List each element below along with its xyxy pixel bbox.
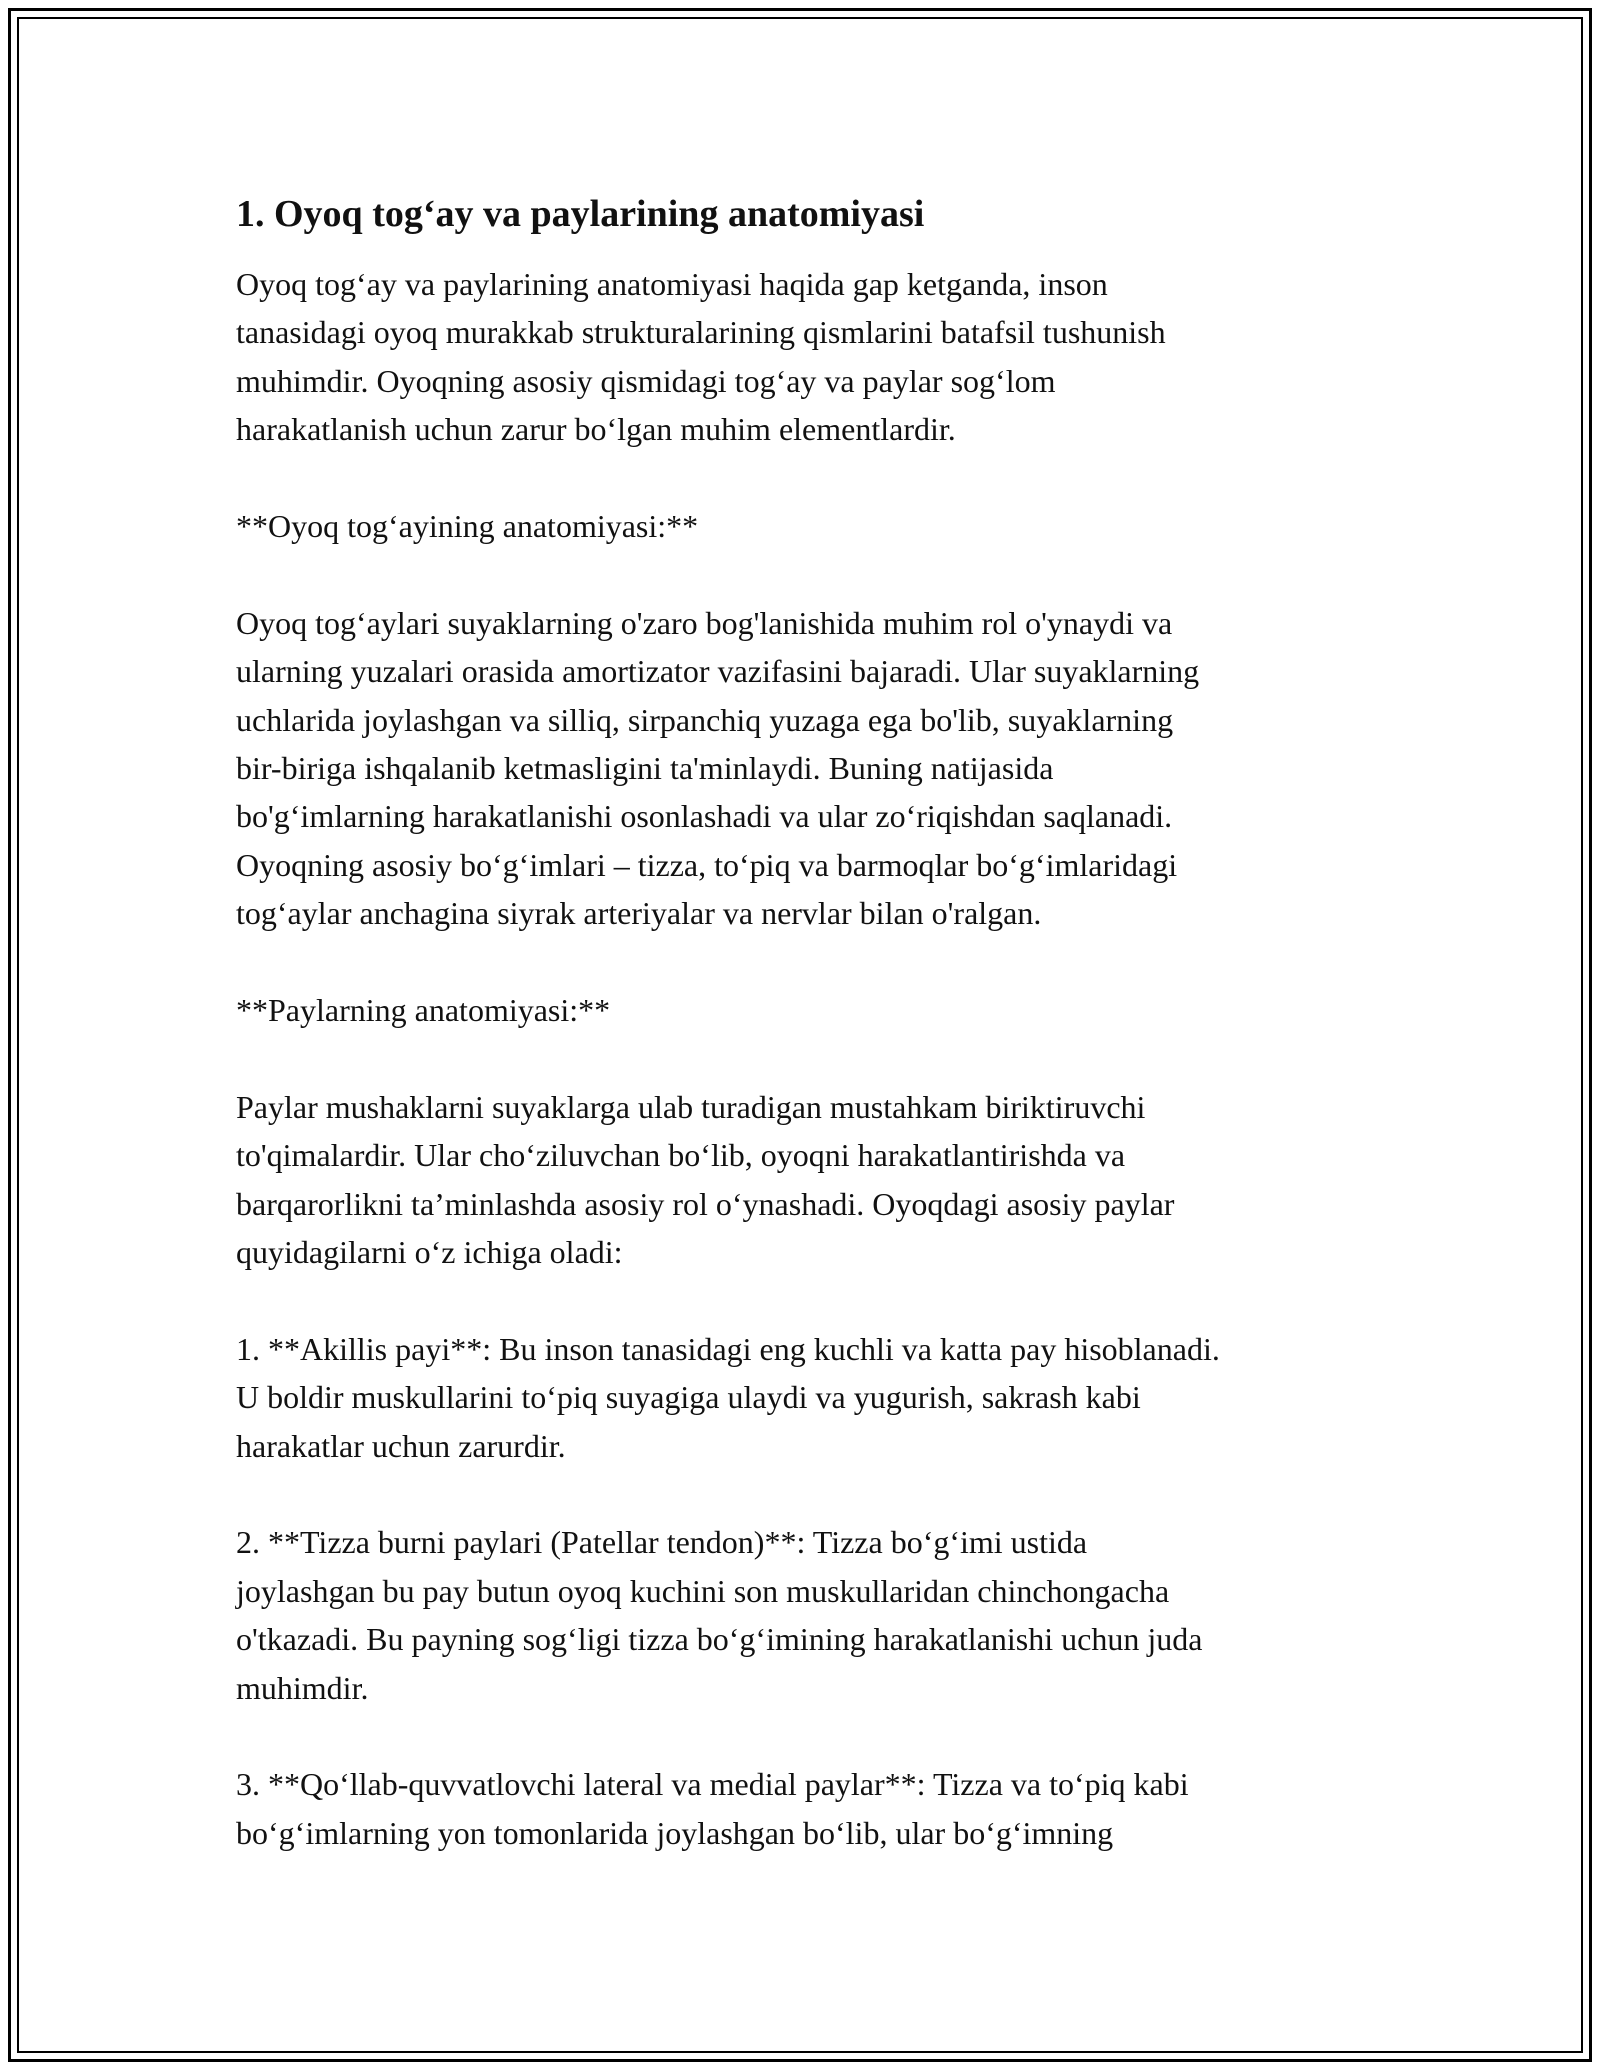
- list-item-achilles: 1. **Akillis payi**: Bu inson tanasidagi eng kuchli va katta pay hisoblanadi. U boldir muskullarini to‘piq suyagiga ulaydi va yugurish, sakrash kabi harakatlar uchun zarurdir.: [236, 1330, 1220, 1464]
- section-heading: 1. Oyoq tog‘ay va paylarining anatomiyasi: [236, 193, 925, 235]
- document-body: [236, 186, 1386, 1906]
- list-item-patellar: 2. **Tizza burni paylari (Patellar tendon)**: Tizza bo‘g‘imi ustida joylashgan bu pay butun oyoq kuchini son muskullaridan chinchongacha o'tkazadi. Bu payning sog‘ligi tizza bo‘g‘imining harakatlanishi uchun juda muhimdir.: [236, 1524, 1203, 1706]
- intro-paragraph: Oyoq tog‘ay va paylarining anatomiyasi haqida gap ketganda, inson tanasidagi oyoq murakkab strukturalarining qismlarini batafsil tushunish muhimdir. Oyoqning asosiy qismidagi tog‘ay va paylar sog‘lom harakatlanish uchun zarur bo‘lgan muhim elementlardir.: [236, 266, 1166, 448]
- list-item-lateral-medial: 3. **Qo‘llab-quvvatlovchi lateral va medial paylar**: Tizza va to‘piq kabi bo‘g‘imlarning yon tomonlarida joylashgan bo‘lib, ular bo‘g‘imning: [236, 1766, 1189, 1851]
- tendons-subheading: **Paylarning anatomiyasi:**: [236, 992, 611, 1029]
- cartilage-subheading: **Oyoq tog‘ayining anatomiyasi:**: [236, 508, 699, 545]
- tendons-paragraph: Paylar mushaklarni suyaklarga ulab turadigan mustahkam biriktiruvchi to'qimalardir. Ular cho‘ziluvchan bo‘lib, oyoqni harakatlantirishda va barqarorlikni ta’minlashda asosiy rol o‘ynashadi. Oyoqdagi asosiy paylar quyidagilarni o‘z ichiga oladi:: [236, 1088, 1175, 1271]
- cartilage-paragraph: Oyoq tog‘aylari suyaklarning o'zaro bog'lanishida muhim rol o'ynaydi va ularning yuzalari orasida amortizator vazifasini bajaradi. Ular suyaklarning uchlarida joylashgan va silliq, sirpanchiq yuzaga ega bo'lib, suyaklarning bir-biriga ishqalanib ketmasligini ta'minlaydi. Buning natijasida bo'g‘imlarning harakatlanishi osonlashadi va ular zo‘riqishdan saqlanadi. Oyoqning asosiy bo‘g‘imlari – tizza, to‘piq va barmoqlar bo‘g‘imlaridagi tog‘aylar anchagina siyrak arteriyalar va nervlar bilan o'ralgan.: [236, 604, 1200, 932]
